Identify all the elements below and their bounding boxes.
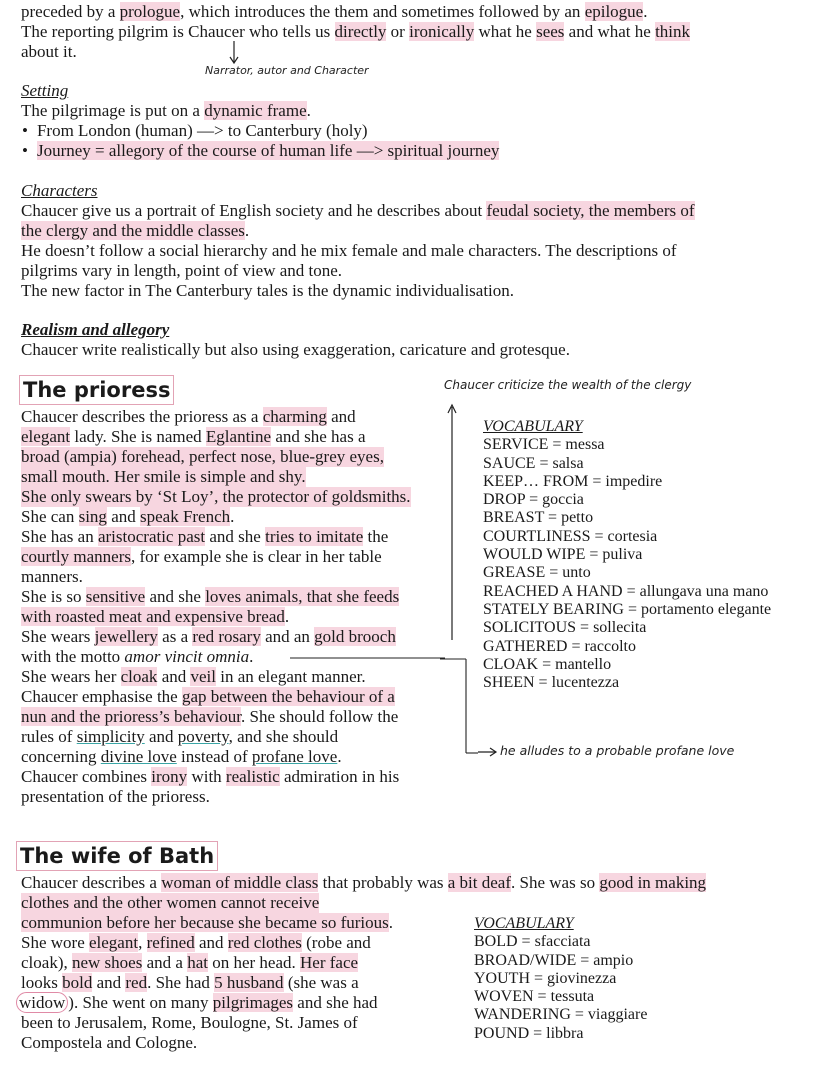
prioress-note-top: Chaucer criticize the wealth of the clergy xyxy=(444,378,692,392)
prioress-line-4: small mouth. Her smile is simple and shy. xyxy=(21,467,306,486)
vocab-item: SHEEN = lucentezza xyxy=(483,674,620,692)
wife-line-9: Compostela and Cologne. xyxy=(21,1033,198,1052)
prioress-line-14: She wears her cloak and veil in an elegant manner. xyxy=(21,667,366,686)
prioress-line-19: Chaucer combines irony with realistic admiration in his xyxy=(21,767,400,786)
motto-connector-line xyxy=(290,655,445,661)
vocab-item: SERVICE = messa xyxy=(483,436,605,454)
prioress-line-12: She wears jewellery as a red rosary and an gold brooch xyxy=(21,627,396,646)
vocab-item: SOLICITOUS = sollecita xyxy=(483,619,647,637)
realism-heading: Realism and allegory xyxy=(21,320,170,339)
wife-of-bath-title: The wife of Bath xyxy=(16,841,218,871)
vocab-item: SAUCE = salsa xyxy=(483,454,584,472)
intro-line-3: about it. xyxy=(21,42,77,61)
wife-line-6: looks bold and red. She had 5 husband (she was a xyxy=(21,973,359,992)
vocab-heading: VOCABULARY xyxy=(474,915,574,932)
down-arrow-icon xyxy=(228,40,240,66)
wife-line-5: cloak), new shoes and a hat on her head. Her face xyxy=(21,953,359,972)
setting-p1: The pilgrimage is put on a dynamic frame. xyxy=(21,101,311,120)
setting-bullet-1: • From London (human) —> to Canterbury (holy) xyxy=(22,121,368,140)
intro-line-2: The reporting pilgrim is Chaucer who tells us directly or ironically what he sees and what he think xyxy=(21,22,691,41)
vocab-item: GATHERED = raccolto xyxy=(483,637,636,655)
vocab-item: BOLD = sfacciata xyxy=(474,933,591,951)
prioress-line-3: broad (ampia) forehead, perfect nose, blue-grey eyes, xyxy=(21,447,384,466)
wife-line-8: been to Jerusalem, Rome, Boulogne, St. James of xyxy=(21,1013,358,1032)
right-arrow-icon xyxy=(478,747,498,757)
setting-bullet-2: • Journey = allegory of the course of human life —> spiritual journey xyxy=(22,141,500,160)
characters-line-1: Chaucer give us a portrait of English society and he describes about feudal society, the members of xyxy=(21,201,695,220)
prioress-vocabulary xyxy=(483,418,771,692)
characters-line-5: The new factor in The Canterbury tales is the dynamic individualisation. xyxy=(21,281,515,300)
wife-line-2: clothes and the other women cannot receive xyxy=(21,893,320,912)
prioress-line-11: with roasted meat and expensive bread. xyxy=(21,607,290,626)
prioress-line-20: presentation of the prioress. xyxy=(21,787,210,806)
vocab-item: GREASE = unto xyxy=(483,564,591,582)
setting-heading: Setting xyxy=(21,81,69,100)
prioress-line-9: manners. xyxy=(21,567,83,586)
narrator-note: Narrator, autor and Character xyxy=(205,64,369,77)
characters-line-4: pilgrims vary in length, point of view and tone. xyxy=(21,261,343,280)
vocab-item: POUND = libbra xyxy=(474,1024,584,1042)
prioress-line-16: nun and the prioress’s behaviour. She should follow the xyxy=(21,707,399,726)
prioress-line-7: She has an aristocratic past and she tries to imitate the xyxy=(21,527,389,546)
wife-line-1: Chaucer describes a woman of middle class that probably was a bit deaf. She was so good in making xyxy=(21,873,707,892)
prioress-line-10: She is so sensitive and she loves animals, that she feeds xyxy=(21,587,400,606)
vocab-item: COURTLINESS = cortesia xyxy=(483,527,658,545)
vocab-item: DROP = goccia xyxy=(483,491,584,509)
vocab-item: KEEP… FROM = impedire xyxy=(483,472,663,490)
vocab-item: BROAD/WIDE = ampio xyxy=(474,951,634,969)
intro-line-1: preceded by a prologue, which introduces the them and sometimes followed by an epilogue. xyxy=(21,2,648,21)
prioress-line-18: concerning divine love instead of profane love. xyxy=(21,747,342,766)
prioress-note-right: he alludes to a probable profane love xyxy=(500,743,735,758)
prioress-line-15: Chaucer emphasise the gap between the behaviour of a xyxy=(21,687,395,706)
characters-line-3: He doesn’t follow a social hierarchy and he mix female and male characters. The descriptions of xyxy=(21,241,677,260)
vocab-item: YOUTH = giovinezza xyxy=(474,969,617,987)
prioress-title: The prioress xyxy=(19,375,174,405)
wife-line-3: communion before her because she became so furious. xyxy=(21,913,393,932)
vocab-item: REACHED A HAND = allungava una mano xyxy=(483,582,769,600)
vocab-item: WANDERING = viaggiare xyxy=(474,1006,648,1024)
widow-circle: widow xyxy=(16,992,68,1013)
prioress-line-17: rules of simplicity and poverty, and she should xyxy=(21,727,339,746)
prioress-line-1: Chaucer describes the prioress as a charming and xyxy=(21,407,356,426)
vocab-item: BREAST = petto xyxy=(483,509,594,527)
realism-line-1: Chaucer write realistically but also using exaggeration, caricature and grotesque. xyxy=(21,340,570,359)
vocab-item: CLOAK = mantello xyxy=(483,655,612,673)
prioress-line-2: elegant lady. She is named Eglantine and she has a xyxy=(21,427,366,446)
vocab-heading: VOCABULARY xyxy=(483,418,583,435)
prioress-line-6: She can sing and speak French. xyxy=(21,507,235,526)
vocab-item: WOULD WIPE = puliva xyxy=(483,546,643,564)
characters-heading: Characters xyxy=(21,181,98,200)
vocab-item: STATELY BEARING = portamento elegante xyxy=(483,600,772,618)
wife-line-4: She wore elegant, refined and red clothes (robe and xyxy=(21,933,371,952)
wife-vocabulary xyxy=(474,915,647,1043)
prioress-line-5: She only swears by ‘St Loy’, the protector of goldsmiths. xyxy=(21,487,411,506)
characters-line-2: the clergy and the middle classes. xyxy=(21,221,250,240)
vocab-item: WOVEN = tessuta xyxy=(474,988,595,1006)
prioress-line-8: courtly manners, for example she is clear in her table xyxy=(21,547,382,566)
prioress-line-13: with the motto amor vincit omnia. xyxy=(21,647,254,666)
wife-line-7: widow ). She went on many pilgrimages and she had xyxy=(21,993,378,1013)
annotation-arrows xyxy=(440,385,480,760)
